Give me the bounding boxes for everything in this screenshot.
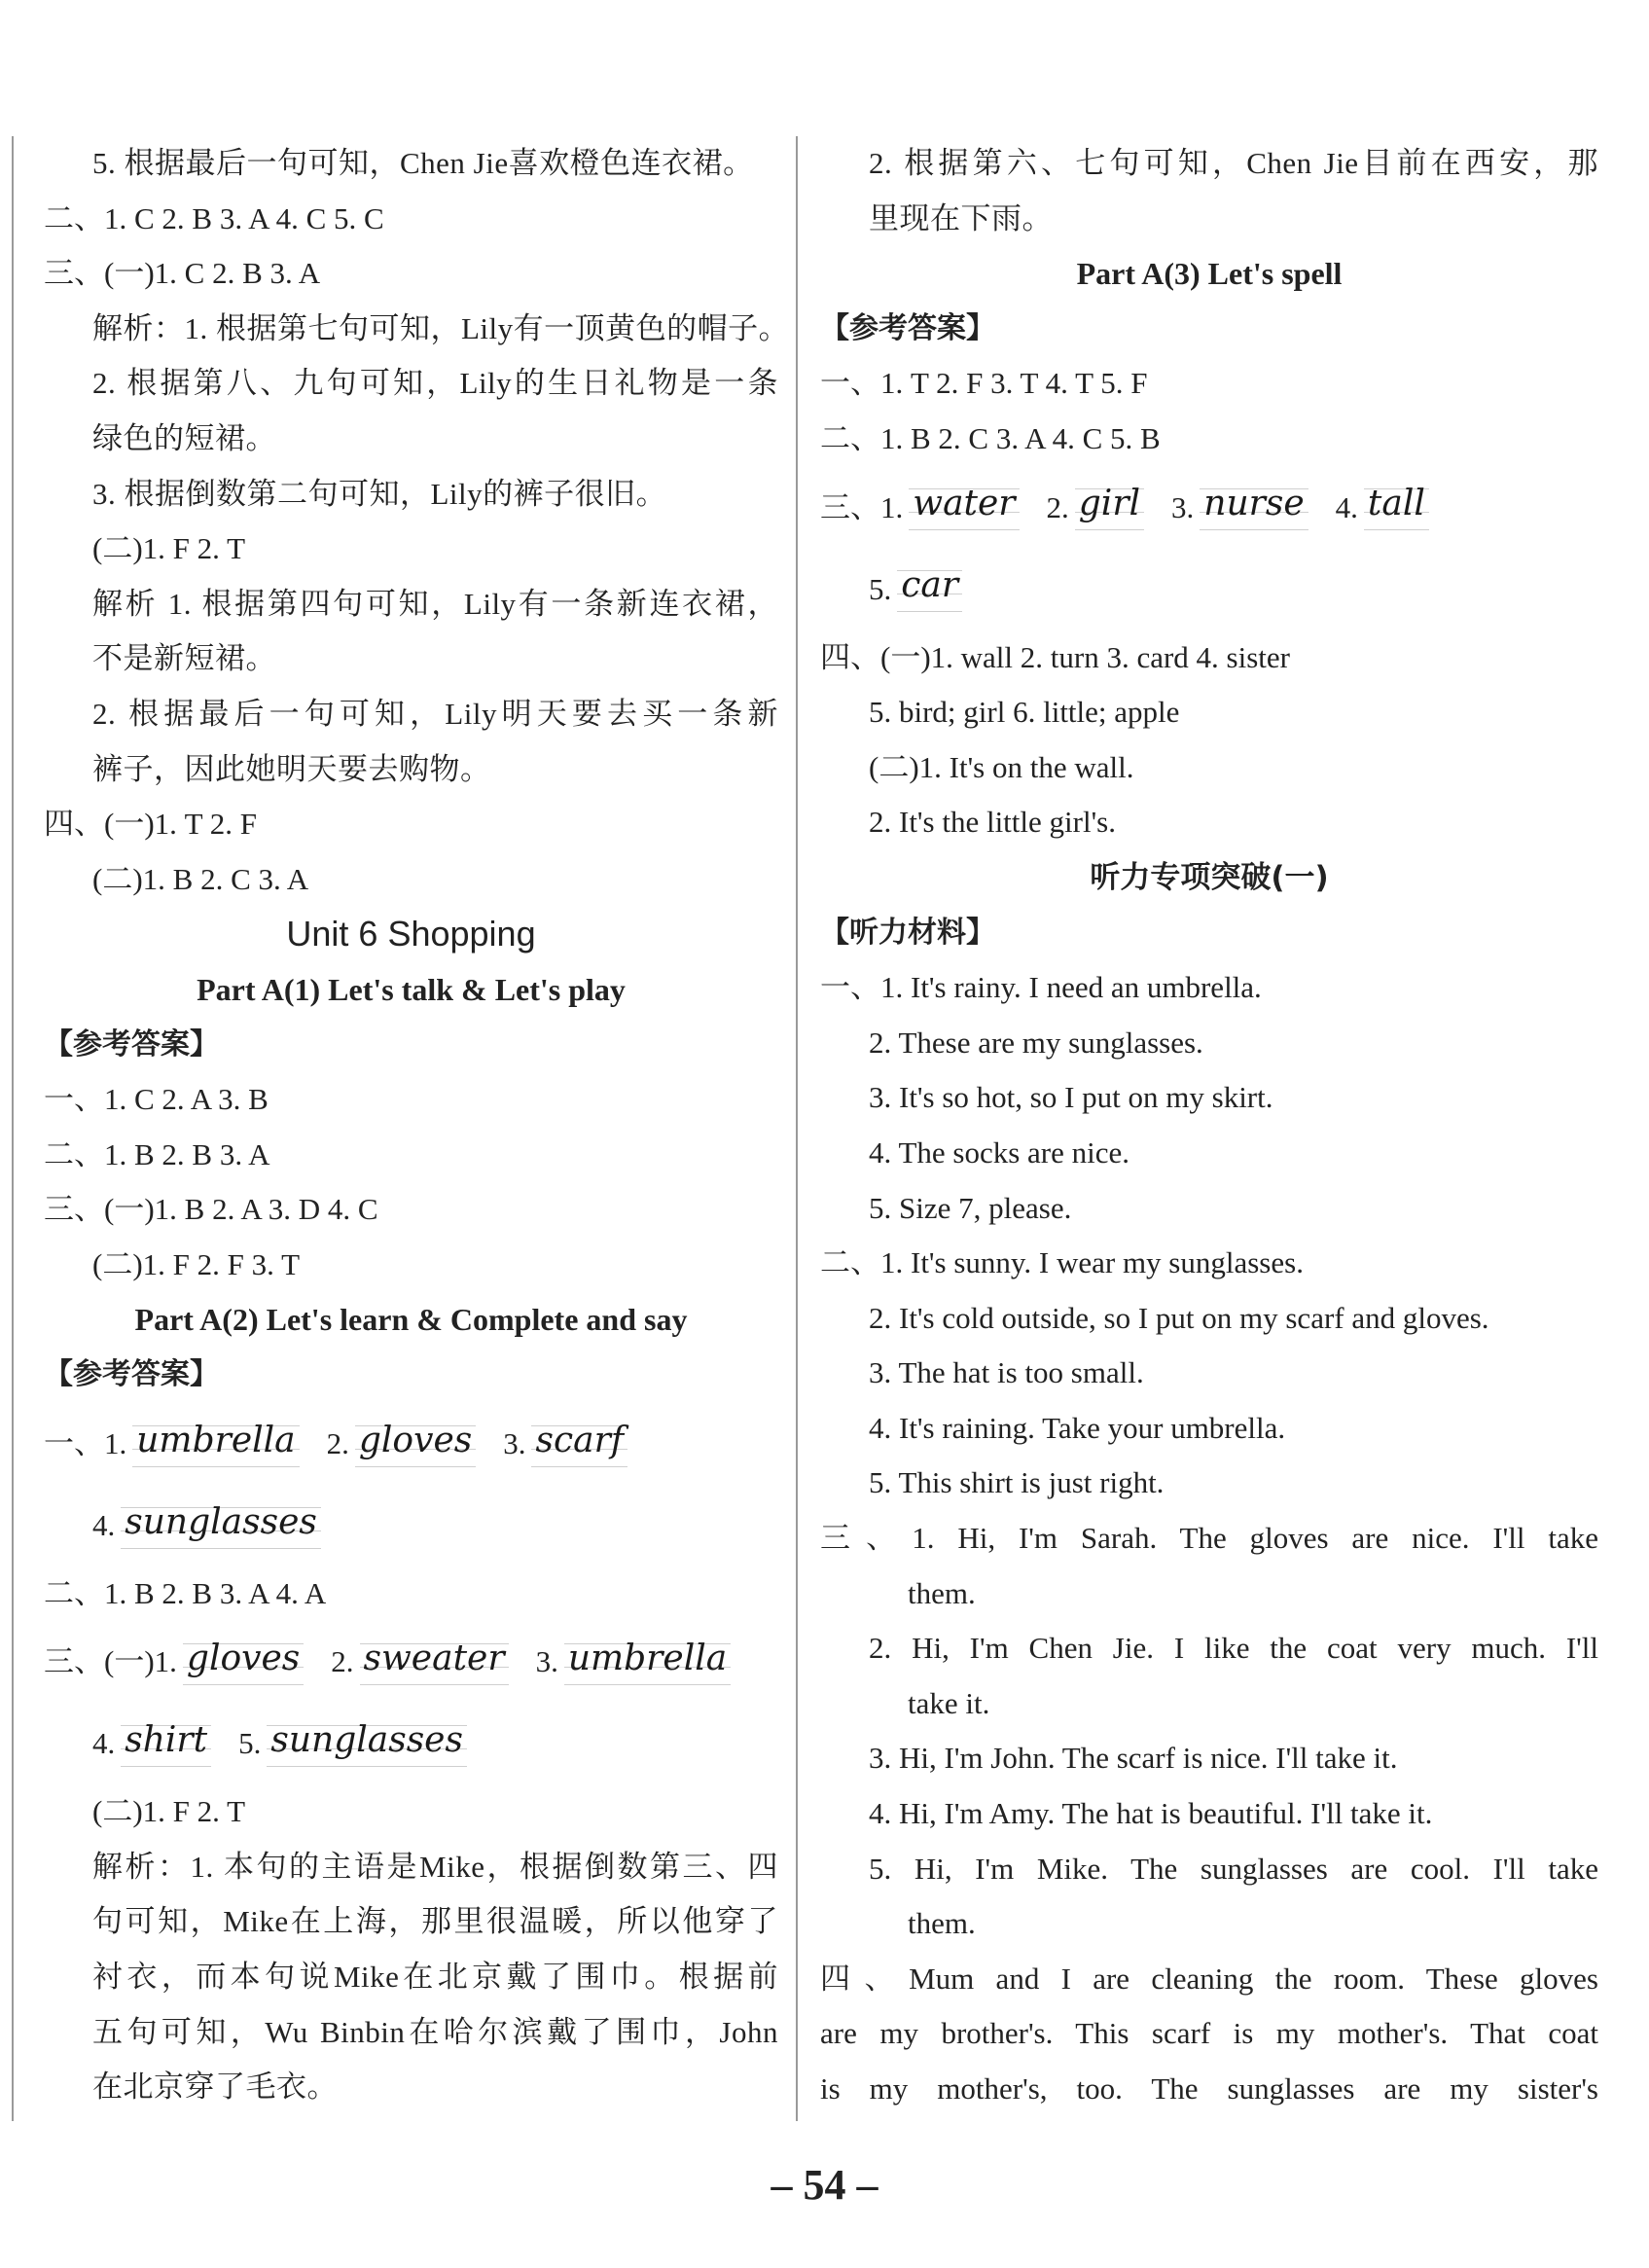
item-number: 4.	[92, 1507, 116, 1542]
handwritten-word: water	[909, 486, 1019, 533]
listening-line: 四、Mum and I are cleaning the room. These gloves	[820, 1961, 1598, 1996]
handwriting-line	[44, 1403, 778, 1485]
answer-line: 2. It's the little girl's.	[869, 805, 1116, 840]
explanation-line: 2. 根据第八、九句可知，Lily的生日礼物是一条	[92, 366, 778, 401]
item-number: 3.	[503, 1425, 526, 1460]
listening-line: 3. It's so hot, so I put on my skirt.	[869, 1080, 1273, 1115]
listening-line: 3. Hi, I'm John. The scarf is nice. I'll take it.	[869, 1741, 1398, 1776]
explanation-line: 五句可知，Wu Binbin在哈尔滨戴了围巾，John	[92, 2014, 778, 2049]
handwriting-line	[44, 1703, 778, 1784]
item-number: 5.	[238, 1726, 262, 1761]
explanation-line: 2. 根据最后一句可知，Lily明天要去买一条新	[92, 696, 778, 731]
part-title: Part A(3) Let's spell	[1076, 256, 1343, 292]
explanation-line: 衬衣，而本句说Mike在北京戴了围巾。根据前	[92, 1960, 778, 1995]
listening-line: 5. Hi, I'm Mike. The sunglasses are cool. I'll take	[869, 1851, 1598, 1886]
part-title: Part A(1) Let's talk & Let's play	[197, 971, 626, 1007]
item-number: 4.	[92, 1726, 116, 1761]
answer-line: 二、1. B 2. B 3. A 4. A	[44, 1575, 327, 1610]
listening-line: 4. Hi, I'm Amy. The hat is beautiful. I'll take it.	[869, 1796, 1433, 1831]
listening-line: them.	[908, 1906, 976, 1941]
explanation-line: 2. 根据第六、七句可知，Chen Jie目前在西安，那	[869, 146, 1598, 180]
page-number: – 54 –	[771, 2161, 878, 2209]
item-number: 2.	[1046, 489, 1069, 524]
listening-line: 2. It's cold outside, so I put on my scarf and gloves.	[869, 1300, 1489, 1335]
handwritten-word: gloves	[183, 1641, 304, 1688]
handwriting-line	[820, 467, 1598, 549]
handwriting-line	[820, 549, 1598, 630]
item-number: 三、(一)1.	[44, 1644, 177, 1679]
explanation-line: 里现在下雨。	[869, 200, 1053, 235]
handwritten-word: umbrella	[132, 1423, 299, 1470]
answer-line: 四、(一)1. T 2. F	[44, 807, 258, 842]
listening-line: 4. It's raining. Take your umbrella.	[869, 1410, 1286, 1445]
handwritten-word: sweater	[360, 1641, 509, 1688]
explanation-line: 解析：1. 本句的主语是Mike，根据倒数第三、四	[92, 1849, 778, 1884]
handwritten-word: sunglasses	[121, 1505, 321, 1552]
handwritten-word: car	[897, 568, 962, 615]
listening-line: are my brother's. This scarf is my mother's. That coat	[820, 2016, 1598, 2051]
answer-line: 三、(一)1. B 2. A 3. D 4. C	[44, 1192, 378, 1227]
center-column-rule	[796, 136, 798, 2121]
item-number: 2.	[331, 1644, 354, 1679]
item-number: 3.	[1171, 489, 1195, 524]
answer-line: (二)1. F 2. T	[92, 531, 246, 566]
listening-line: 4. The socks are nice.	[869, 1134, 1129, 1170]
answer-line: 二、1. B 2. B 3. A	[44, 1136, 270, 1171]
listening-line: 3. The hat is too small.	[869, 1355, 1144, 1390]
answer-line: (二)1. F 2. T	[92, 1794, 246, 1829]
answer-line: 三、(一)1. C 2. B 3. A	[44, 256, 321, 291]
item-number: 3.	[535, 1644, 558, 1679]
item-number: 2.	[326, 1425, 349, 1460]
handwriting-line	[44, 1485, 778, 1566]
listening-line: them.	[908, 1575, 976, 1610]
explanation-line: 句可知，Mike在上海，那里很温暖，所以他穿了	[92, 1904, 778, 1939]
explanation-line: 解析 1. 根据第四句可知，Lily有一条新连衣裙，	[92, 586, 778, 621]
listening-line: 5. Size 7, please.	[869, 1190, 1072, 1225]
unit-title: Unit 6 Shopping	[286, 914, 536, 954]
explanation-line: 3. 根据倒数第二句可知，Lily的裤子很旧。	[92, 476, 667, 511]
answer-key-heading: 【参考答案】	[820, 310, 995, 345]
answer-line: 一、1. T 2. F 3. T 4. T 5. F	[820, 366, 1148, 401]
answer-line: 5. bird; girl 6. little; apple	[869, 695, 1180, 730]
item-number: 三、1.	[820, 489, 904, 524]
answer-key-heading: 【参考答案】	[44, 1026, 219, 1062]
left-column	[44, 136, 790, 2115]
listening-heading: 【听力材料】	[820, 915, 995, 950]
answer-key-heading: 【参考答案】	[44, 1357, 219, 1392]
explanation-line: 绿色的短裙。	[92, 420, 276, 455]
listening-line: 5. This shirt is just right.	[869, 1465, 1165, 1500]
explanation-line: 不是新短裙。	[92, 641, 276, 676]
answer-line: (二)1. B 2. C 3. A	[92, 861, 309, 896]
item-number: 一、1.	[44, 1425, 127, 1460]
right-column	[820, 136, 1598, 2117]
listening-line: 2. Hi, I'm Chen Jie. I like the coat very much. I'll	[869, 1631, 1598, 1666]
explanation-line: 解析：1. 根据第七句可知，Lily有一顶黄色的帽子。	[92, 310, 790, 345]
listening-line: take it.	[908, 1685, 990, 1720]
handwritten-word: umbrella	[564, 1641, 731, 1688]
answer-line: 二、1. C 2. B 3. A 4. C 5. C	[44, 200, 384, 235]
explanation-line: 裤子，因此她明天要去购物。	[92, 751, 491, 786]
left-margin-rule	[12, 136, 14, 2121]
section-title: 听力专项突破(一)	[1090, 859, 1329, 895]
listening-line: is my mother's, too. The sunglasses are my sister's	[820, 2071, 1598, 2106]
listening-line: 二、1. It's sunny. I wear my sunglasses.	[820, 1245, 1304, 1280]
listening-line: 2. These are my sunglasses.	[869, 1025, 1203, 1060]
handwritten-word: girl	[1075, 486, 1144, 533]
answer-line: (二)1. It's on the wall.	[869, 749, 1134, 784]
item-number: 5.	[869, 571, 892, 606]
handwritten-word: sunglasses	[267, 1723, 467, 1770]
handwriting-line	[44, 1621, 778, 1703]
handwritten-word: tall	[1364, 486, 1429, 533]
listening-line: 三、1. Hi, I'm Sarah. The gloves are nice. I'll take	[820, 1521, 1598, 1556]
handwritten-word: scarf	[531, 1423, 627, 1470]
explanation-line: 在北京穿了毛衣。	[92, 2070, 338, 2105]
answer-line: 一、1. C 2. A 3. B	[44, 1082, 269, 1117]
item-number: 4.	[1335, 489, 1358, 524]
listening-line: 一、1. It's rainy. I need an umbrella.	[820, 970, 1262, 1005]
handwritten-word: shirt	[121, 1723, 211, 1770]
text-line: 5. 根据最后一句可知，Chen Jie喜欢橙色连衣裙。	[92, 146, 754, 180]
handwritten-word: nurse	[1200, 486, 1308, 533]
answer-line: 二、1. B 2. C 3. A 4. C 5. B	[820, 420, 1161, 455]
part-title: Part A(2) Let's learn & Complete and say	[134, 1302, 688, 1338]
answer-line: 四、(一)1. wall 2. turn 3. card 4. sister	[820, 639, 1290, 674]
handwritten-word: gloves	[355, 1423, 476, 1470]
answer-line: (二)1. F 2. F 3. T	[92, 1246, 301, 1281]
